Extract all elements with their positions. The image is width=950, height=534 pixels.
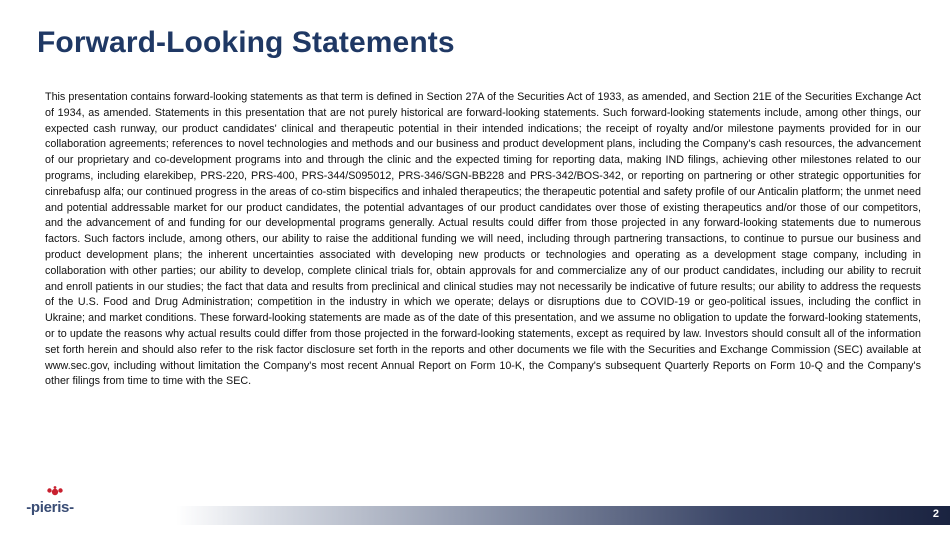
disclaimer-paragraph: This presentation contains forward-looking statements as that term is defined in Section 27A of the Securities Act of 1933, as amended, and Section 21E of the Securities Exchange Act of 1934, as amended. Statements in this presentation that are not purely historical are forward-looking statements. Such forward-looking statements include, among other things, our expected cash runway, our product candidates' clinical and therapeutic potential in their intended indications; the receipt of royalty and/or milestone payments provided for in our collaboration agreements; references to novel technologies and methods and our business and product development plans, including the Company's cash resources, the advancement of our proprietary and co-development programs into and through the clinic and the expected timing for reporting data, making IND filings, achieving other milestones related to our programs, including elarekibep, PRS-220, PRS-400, PRS-344/S095012, PRS-346/SGN-BB228 and PRS-342/BOS-342, or reporting on partnering or other strategic opportunities for cinrebafusp alfa; our continued progress in the areas of co-stim bispecifics and inhaled therapeutics; the therapeutic potential and safety profile of our Anticalin platform; the unmet need and potential addressable market for our product candidates, the potential advantages of our product candidates over those of existing therapeutics and/or those of our competitors, and the advancement of and funding for our developmental programs generally. Actual results could differ from those projected in any forward-looking statements due to numerous factors. Such factors include, among others, our ability to raise the additional funding we will need, including through partnering transactions, to continue to pursue our business and product development plans; the inherent uncertainties associated with developing new products or technologies and operating as a development stage company, including in collaboration with other parties; our ability to develop, complete clinical trials for, obtain approvals for and commercialize any of our product candidates, including our ability to recruit and enroll patients in our studies; the fact that data and results from preclinical and clinical studies may not necessarily be indicative of future results; our ability to address the requests of the U.S. Food and Drug Administration; competition in the industry in which we operate; delays or disruptions due to COVID-19 or geo-political issues, including the conflict in Ukraine; and market conditions. These forward-looking statements are made as of the date of this presentation, and we assume no obligation to update the forward-looking statements, or to update the reasons why actual results could differ from those projected in the forward-looking statements, except as required by law. Investors should consult all of the information set forth herein and should also refer to the risk factor disclosure set forth in the reports and other documents we file with the Securities and Exchange Commission (SEC) available at www.sec.gov, including without limitation the Company's most recent Annual Report on Form 10-K, the Company's subsequent Quarterly Reports on Form 10-Q and the Company's other filings from time to time with the SEC. xyxy=(45,91,921,388)
slide-title: Forward-Looking Statements xyxy=(37,26,455,59)
logo-wordmark: -pieris- xyxy=(26,499,74,516)
page-number: 2 xyxy=(932,508,939,520)
company-logo xyxy=(10,486,90,524)
footer-bar xyxy=(176,506,950,525)
